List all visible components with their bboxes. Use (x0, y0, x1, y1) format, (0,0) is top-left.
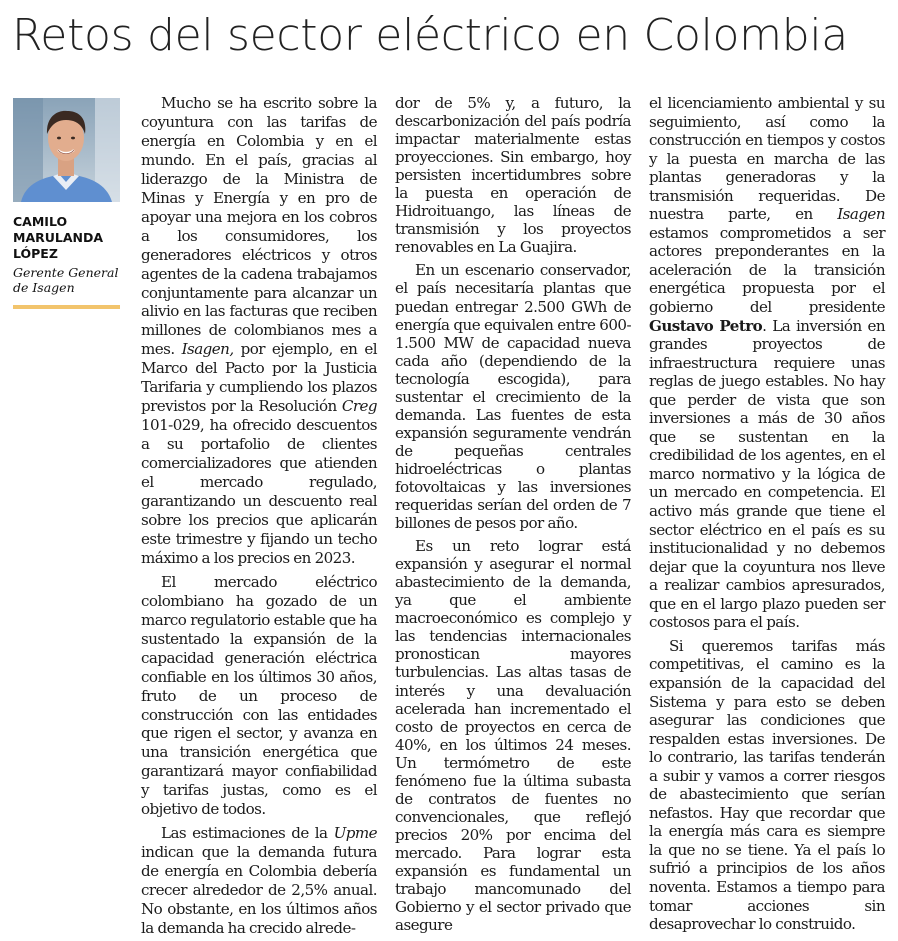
agency-name-text: Upme (333, 824, 377, 843)
author-photo (13, 98, 120, 202)
agency-name-text: Creg (341, 397, 377, 416)
author-accent-rule (13, 305, 120, 309)
paragraph: En un escenario conservador, el país necesitaría plantas que puedan entregar 2.500 GWh de energía que equivalen entre 600-1.500 MW de capacidad nueva cada año (dependiendo de la tecnología escogida), para sustentar el crecimiento de la demanda. Las fuentes de esta expansión seguramente vendrán de pequeñas centrales hidroeléctricas o plantas fotovoltaicas y las inversiones requeridas serían del orden de 7 billones de pesos por año. (395, 261, 631, 533)
article-column-3 (649, 94, 885, 934)
paragraph: Si queremos tarifas más competitivas, el camino es la expansión de la capacidad del Sistema y para esto se deben asegurar las condiciones que respalden estas inversiones. De lo contrario, las tarifas tenderán a subir y vamos a correr riesgos de abastecimiento que serían nefastos. Hay que recordar que la energía más cara es siempre la que no se tiene. Ya el país lo sufrió a principios de los años noventa. Estamos a tiempo para tomar acciones sin desaprovechar lo construido. (649, 636, 885, 934)
paragraph: dor de 5% y, a futuro, la descarbonización del país podría impactar materialmente estas proyecciones. Sin embargo, hoy persisten incertidumbres sobre la puesta en operación de Hidroituango, las líneas de transmisión y los proyectos renovables en La Guajira. (395, 94, 631, 257)
paragraph-text: . La inversión en grandes proyectos de infraestructura requiere unas reglas de juego estables. No hay que perder de vista que son inversiones a más de 30 años que se sustentan en la credibilidad de los agentes, en el marco normativo y la lógica de un mercado en competencia. El activo más grande que tiene el sector eléctrico en el país es su institucionalidad y no debemos dejar que la coyuntura nos lleve a realizar cambios apresurados, que en el largo plazo pueden ser costosos para el país. (649, 316, 885, 632)
author-box (13, 98, 120, 309)
paragraph-text: 101-029, ha ofrecido descuentos a su portafolio de clientes comercializadores que atienden el mercado regulado, garantizando un descuento real sobre los precios que aplicarán este trimestre y fijando un techo máximo a los precios en 2023. (141, 416, 377, 567)
paragraph-text: estamos comprometidos a ser actores preponderantes en la aceleración de la transición energética propuesta por el gobierno del presidente (649, 223, 885, 317)
president-name-text: Gustavo Petro (649, 316, 763, 335)
article-column-2 (395, 94, 631, 934)
paragraph (649, 94, 885, 632)
paragraph-text: Mucho se ha escrito sobre la coyuntura con las tarifas de energía en Colombia y en el mundo. En el país, gracias al liderazgo de la Ministra de Minas y Energía y en pro de apoyar una mejora en los cobros a los consumidores, los generadores eléctricos y otros agentes de la cadena trabajamos conjuntamente para alcanzar un alivio en las facturas que reciben millones de colombianos mes a mes. (141, 94, 377, 359)
paragraph: El mercado eléctrico colombiano ha gozado de un marco regulatorio estable que ha sustentado la expansión de la capacidad generación eléctrica confiable en los últimos 30 años, fruto de un proceso de construcción con las entidades que rigen el sector, y avanza en una transición energética que garantizará mayor confiabilidad y tarifas justas, como es el objetivo de todos. (141, 572, 377, 819)
article-column-1 (141, 94, 377, 938)
author-name: CAMILO MARULANDA LÓPEZ (13, 214, 104, 261)
author-portrait-image (13, 98, 120, 202)
paragraph: Es un reto lograr está expansión y asegurar el normal abastecimiento de la demanda, ya que el ambiente macroeconómico es complejo y las tendencias internacionales pronostican mayores turbulencias. Las altas tasas de interés y una devaluación acelerada han incrementado el costo de proyectos en cerca de 40%, en los últimos 24 meses. Un termómetro de este fenómeno fue la última subasta de contratos de fuentes no convencionales, que reflejó precios 20% por encima del mercado. Para lograr esta expansión es fundamental un trabajo mancomunado del Gobierno y el sector privado que asegure (395, 537, 631, 935)
author-role: Gerente General de Isagen (13, 265, 119, 295)
article-title: Retos del sector eléctrico en Colombia (12, 10, 848, 61)
paragraph-text: indican que la demanda futura de energía en Colombia debería crecer alrededor de 2,5% anual. No obstante, en los últimos años la demanda ha crecido alrede- (141, 843, 377, 937)
company-name-text: Isagen, (181, 340, 234, 359)
company-name-text: Isagen (837, 205, 885, 224)
paragraph-text: Las estimaciones de la (161, 824, 334, 843)
paragraph (141, 824, 377, 938)
paragraph-text: por ejemplo, en el Marco del Pacto por la Justicia Tarifaria y cumpliendo los plazos previstos por la Resolución (141, 340, 377, 416)
paragraph (141, 94, 377, 568)
paragraph-text: el licenciamiento ambiental y su seguimiento, así como la construcción en tiempos y costos y la puesta en marcha de las plantas generadoras y la transmisión requeridas. De nuestra parte, en (649, 94, 885, 224)
